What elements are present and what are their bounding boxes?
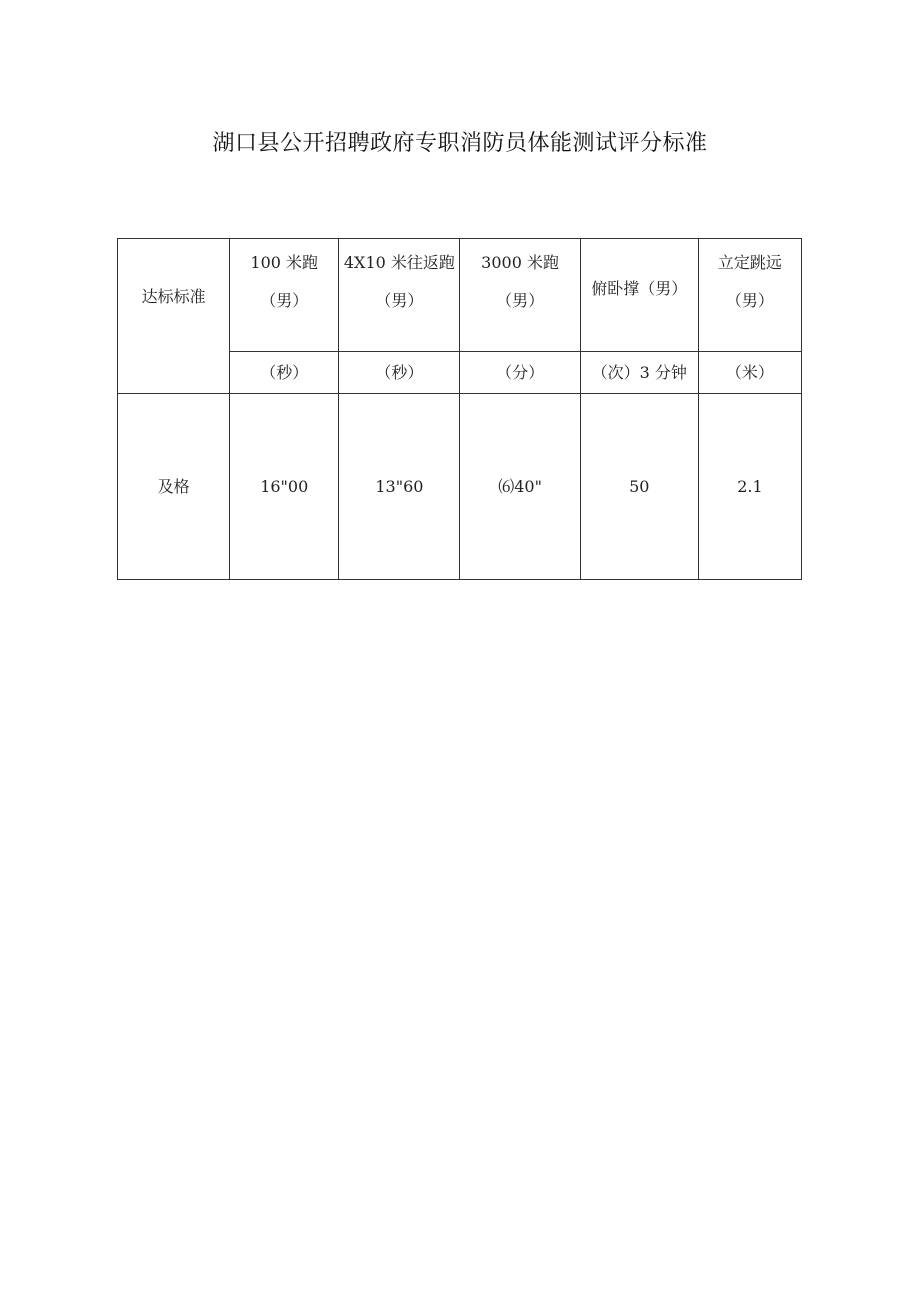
- column-header-standing-long-jump: [698, 239, 801, 352]
- table-header-row: [118, 239, 802, 352]
- unit-cell: （分）: [460, 352, 580, 394]
- column-name: 立定跳远: [717, 253, 782, 272]
- value-cell: ⑹40": [460, 394, 580, 580]
- value-cell: 16"00: [230, 394, 339, 580]
- row-header-label: 达标标准: [118, 239, 230, 394]
- table-row: [118, 394, 802, 580]
- unit-cell: （次）3 分钟: [580, 352, 698, 394]
- column-gender: （男）: [375, 291, 424, 310]
- column-name: 俯卧撑（男）: [591, 279, 688, 298]
- row-label: 及格: [118, 394, 230, 580]
- unit-cell: （秒）: [339, 352, 460, 394]
- value-cell: 13"60: [339, 394, 460, 580]
- column-header-3000m: [460, 239, 580, 352]
- column-header-pushups: [580, 239, 698, 352]
- scoring-standards-table: [117, 238, 802, 580]
- unit-cell: （秒）: [230, 352, 339, 394]
- column-name: 100 米跑: [250, 253, 319, 272]
- value-cell: 50: [580, 394, 698, 580]
- column-header-4x10m-shuttle: [339, 239, 460, 352]
- column-name: 3000 米跑: [481, 253, 559, 272]
- page-title: 湖口县公开招聘政府专职消防员体能测试评分标准: [212, 131, 708, 156]
- column-header-100m: [230, 239, 339, 352]
- value-cell: 2.1: [698, 394, 801, 580]
- column-gender: （男）: [725, 291, 774, 310]
- column-gender: （男）: [496, 291, 545, 310]
- column-gender: （男）: [260, 291, 309, 310]
- column-name: 4X10 米往返跑: [343, 253, 455, 272]
- unit-cell: （米）: [698, 352, 801, 394]
